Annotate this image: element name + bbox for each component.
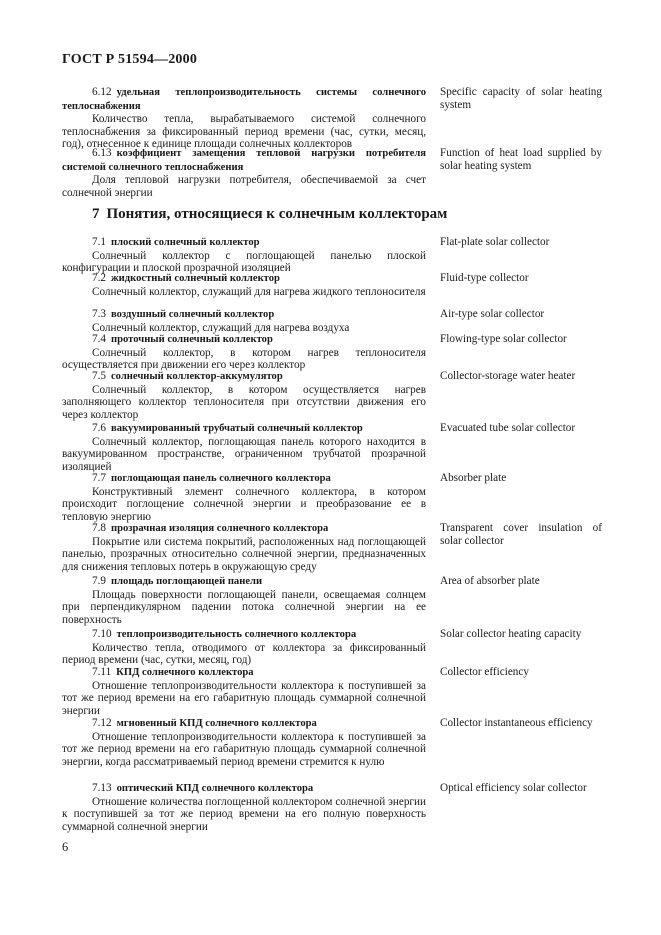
term-entry	[62, 628, 426, 667]
term-name: удельная теплопроизводительность системы солнечного теплоснабжения	[62, 87, 426, 112]
term-entry	[62, 422, 426, 473]
term-definition: Солнечный коллектор, служащий для нагрева жидкого теплоносителя	[92, 285, 426, 298]
term-name: вакуумированный трубчатый солнечный коллектор	[110, 423, 363, 434]
term-entry	[62, 472, 426, 523]
term-number: 7.13	[92, 782, 112, 794]
term-number: 7.1	[92, 236, 106, 248]
section-title-text: Понятия, относящиеся к солнечным коллекторам	[106, 206, 448, 222]
term-definition: Отношение теплопроизводительности коллектора к поступившей за тот же период времени на его габаритную площадь суммарной солнечной энергии, когда рассматриваемый период времени стремится к нулю	[62, 730, 426, 768]
term-entry	[62, 272, 426, 298]
term-definition: Отношение количества поглощенной коллектором солнечной энергии к поступившей за тот же период времени на его полную поверхность суммарной солнечной энергии	[62, 795, 426, 833]
term-number: 7.4	[92, 333, 106, 345]
term-definition: Конструктивный элемент солнечного коллектора, в котором происходит поглощение солнечной энергии и преобразование ее в тепловую энергию	[62, 485, 426, 523]
term-number: 7.7	[92, 472, 106, 484]
term-translation: Air-type solar collector	[440, 308, 545, 320]
section-title	[92, 206, 447, 223]
term-definition: Количество тепла, вырабатываемого системой солнечного теплоснабжения за фиксированный период времени (час, сутки, месяц, год), отнесенное к единице площади солнечных коллекторов	[62, 113, 426, 151]
term-entry	[62, 86, 426, 151]
term-definition: Солнечный коллектор, в котором нагрев теплоносителя осуществляется при движении его через коллектор	[62, 346, 426, 372]
term-definition: Количество тепла, отводимого от коллектора за фиксированный период времени (час, сутки, месяц, год)	[62, 641, 426, 667]
term-entry	[62, 575, 426, 626]
term-number: 7.10	[92, 628, 112, 640]
term-translation: Flowing-type solar collector	[440, 333, 567, 345]
term-entry	[62, 333, 426, 372]
term-translation: Solar collector heating capacity	[440, 628, 582, 640]
term-entry	[62, 522, 426, 573]
term-translation: Area of absorber plate	[440, 575, 540, 587]
term-number: 7.12	[92, 717, 112, 729]
term-translation: Collector efficiency	[440, 666, 529, 678]
term-translation: Collector-storage water heater	[440, 370, 576, 382]
term-name: воздушный солнечный коллектор	[110, 309, 275, 320]
term-entry	[62, 147, 426, 199]
term-number: 6.13	[92, 147, 112, 159]
term-name: плоский солнечный коллектор	[110, 237, 260, 248]
page-header: ГОСТ Р 51594—2000	[62, 52, 198, 67]
term-definition: Солнечный коллектор, служащий для нагрева воздуха	[92, 321, 350, 334]
term-number: 7.6	[92, 422, 106, 434]
term-number: 7.5	[92, 370, 106, 382]
term-entry	[62, 236, 426, 275]
term-entry	[62, 666, 426, 717]
term-translation: Evacuated tube solar collector	[440, 422, 576, 434]
term-entry	[62, 782, 426, 833]
term-definition: Солнечный коллектор с поглощающей панелью плоской конфигурации и плоской прозрачной изоляцией	[62, 249, 426, 275]
term-number: 7.2	[92, 272, 106, 284]
term-translation: Function of heat load supplied by solar heating system	[440, 147, 602, 172]
term-definition: Покрытие или система покрытий, расположенных над поглощающей панелью, прозрачных относительно солнечной энергии, предназначенных для снижения тепловых потерь в окружающую среду	[62, 535, 426, 573]
term-name: оптический КПД солнечного коллектора	[116, 783, 314, 794]
term-translation: Flat-plate solar collector	[440, 236, 550, 248]
term-name: солнечный коллектор-аккумулятор	[110, 371, 283, 382]
term-name: проточный солнечный коллектор	[110, 334, 273, 345]
term-name: КПД солнечного коллектора	[116, 667, 254, 678]
term-translation: Optical efficiency solar collector	[440, 782, 587, 794]
term-name: жидкостный солнечный коллектор	[110, 273, 280, 284]
term-definition: Солнечный коллектор, поглощающая панель которого находится в вакуумированном пространстве, ограниченном трубчатой прозрачной изоляцией	[62, 435, 426, 473]
term-number: 7.11	[92, 666, 112, 678]
term-definition: Доля тепловой нагрузки потребителя, обеспечиваемой за счет солнечной энергии	[62, 174, 426, 199]
term-entry	[62, 308, 426, 334]
term-number: 7.3	[92, 308, 106, 320]
term-name: теплопроизводительность солнечного коллектора	[116, 629, 357, 640]
term-entry	[62, 717, 426, 768]
term-name: поглощающая панель солнечного коллектора	[110, 473, 331, 484]
term-definition: Солнечный коллектор, в котором осуществляется нагрев заполняющего коллектор теплоносителя при отсутствии движения его через коллектор	[62, 383, 426, 421]
term-definition: Площадь поверхности поглощающей панели, освещаемая солнцем при перпендикулярном падении потока солнечной энергии на ее поверхность	[62, 588, 426, 626]
term-translation: Specific capacity of solar heating system	[440, 86, 602, 111]
term-translation: Transparent cover insulation of solar collector	[440, 522, 602, 547]
page-number: 6	[62, 840, 69, 854]
section-number: 7	[92, 206, 100, 222]
term-number: 7.9	[92, 575, 106, 587]
term-translation: Fluid-type collector	[440, 272, 529, 284]
term-translation: Absorber plate	[440, 472, 507, 484]
term-number: 6.12	[92, 86, 112, 98]
term-name: коэффициент замещения тепловой нагрузки потребителя системой солнечного теплоснабжения	[62, 148, 426, 173]
term-entry	[62, 370, 426, 421]
term-name: площадь поглощающей панели	[110, 576, 263, 587]
term-translation: Collector instantaneous efficiency	[440, 717, 593, 729]
term-definition: Отношение теплопроизводительности коллектора к поступившей за тот же период времени на его габаритную площадь суммарной солнечной энергии	[62, 679, 426, 717]
term-number: 7.8	[92, 522, 106, 534]
term-name: прозрачная изоляция солнечного коллектора	[110, 523, 329, 534]
term-name: мгновенный КПД солнечного коллектора	[116, 718, 317, 729]
